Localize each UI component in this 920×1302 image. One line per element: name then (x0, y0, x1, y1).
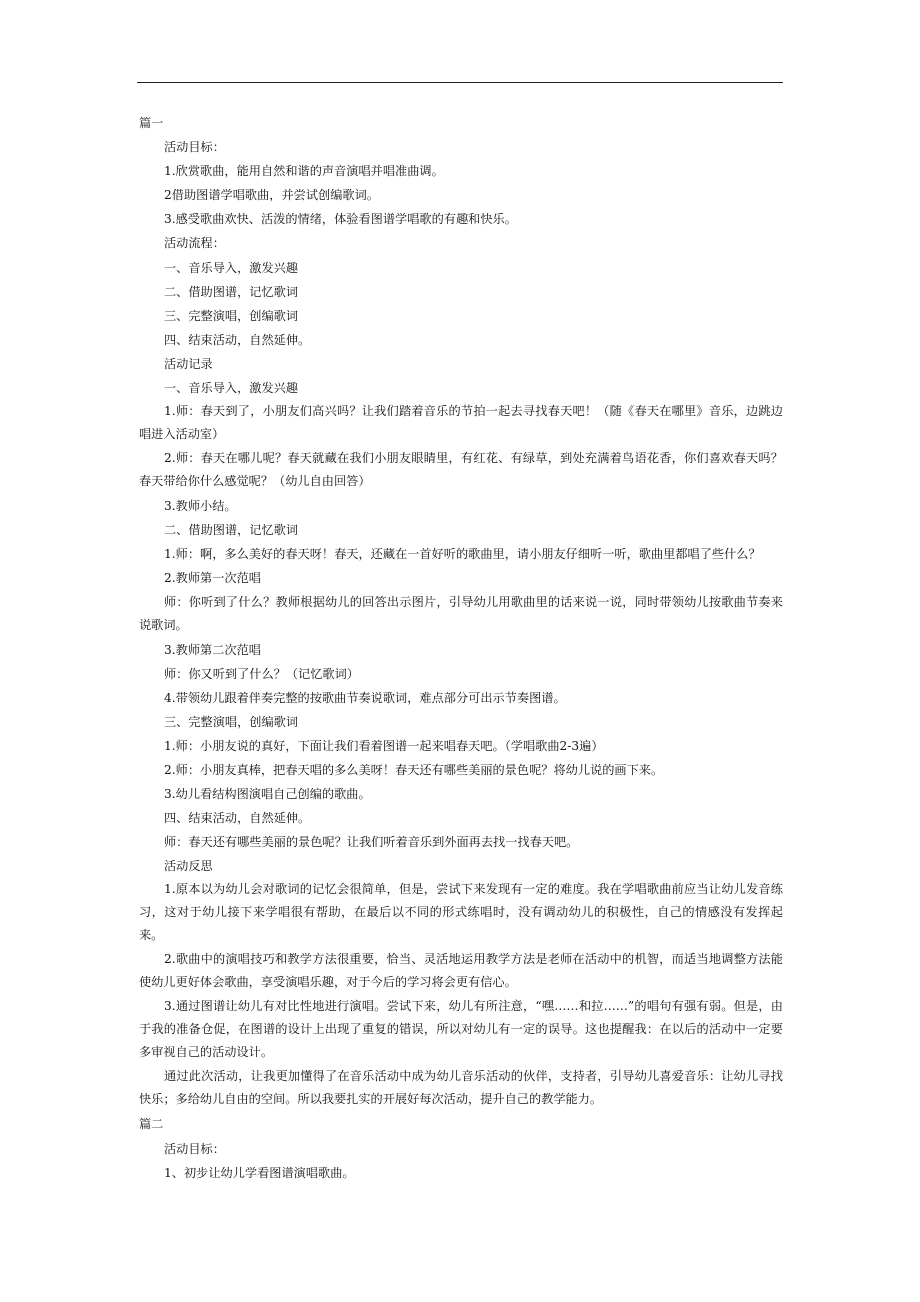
record-part-3-heading: 三、完整演唱，创编歌词 (164, 714, 299, 729)
goal-2: 2借助图谱学唱歌曲，并尝试创编歌词。 (164, 188, 379, 203)
record-part-1-item-3: 3.教师小结。 (164, 499, 237, 514)
process-step-1: 一、音乐导入，激发兴趣 (164, 260, 299, 275)
process-step-2: 二、借助图谱，记忆歌词 (164, 284, 299, 299)
section-heading-2: 篇二 (139, 1117, 164, 1132)
record-part-3-item-3: 3.幼儿看结构图演唱自己创编的歌曲。 (164, 787, 371, 802)
record-part-2-item-4: 4.带领幼儿跟着伴奏完整的按歌曲节奏说歌词，难点部分可出示节奏图谱。 (164, 690, 566, 705)
record-part-2-item-3-detail: 师：你又听到了什么？（记忆歌词） (164, 666, 359, 681)
process-step-3: 三、完整演唱，创编歌词 (164, 308, 299, 323)
reflection-heading: 活动反思 (164, 859, 213, 874)
process-step-4: 四、结束活动，自然延伸。 (164, 332, 311, 347)
record-part-3-item-1: 1.师：小朋友说的真好，下面让我们看着图谱一起来唱春天吧。（学唱歌曲2-3遍） (164, 738, 604, 753)
reflection-summary: 通过此次活动，让我更加懂得了在音乐活动中成为幼儿音乐活动的伙伴，支持者，引导幼儿喜爱音乐：让幼儿寻找快乐；多给幼儿自由的空间。所以我要扎实的开展好每次活动，提升自己的教学能力。 (139, 1069, 783, 1107)
record-part-2-item-3: 3.教师第二次范唱 (164, 642, 261, 657)
record-part-1-item-1: 1.师：春天到了，小朋友们高兴吗？让我们踏着音乐的节拍一起去寻找春天吧！（随《春天在哪里》音乐，边跳边唱进入活动室） (139, 404, 783, 442)
record-part-3-item-2: 2.师：小朋友真棒，把春天唱的多么美呀！春天还有哪些美丽的景色呢？将幼儿说的画下来。 (164, 762, 664, 777)
goal-2-1: 1、初步让幼儿学看图谱演唱歌曲。 (164, 1165, 355, 1180)
document-body (139, 111, 783, 1185)
record-part-2-heading: 二、借助图谱，记忆歌词 (164, 523, 299, 538)
goal-3: 3.感受歌曲欢快、活泼的情绪，体验看图谱学唱歌的有趣和快乐。 (164, 212, 517, 227)
record-heading: 活动记录 (164, 356, 213, 371)
header-rule (137, 82, 783, 83)
process-heading: 活动流程： (164, 236, 225, 251)
record-part-4-heading: 四、结束活动，自然延伸。 (164, 811, 311, 826)
goals-heading-2: 活动目标： (164, 1141, 225, 1156)
record-part-2-item-2: 2.教师第一次范唱 (164, 571, 261, 586)
record-part-1-item-2: 2.师：春天在哪儿呢？春天就藏在我们小朋友眼睛里，有红花、有绿草，到处充满着鸟语花香，你们喜欢春天吗？春天带给你什么感觉呢？（幼儿自由回答） (139, 451, 783, 489)
reflection-item-2: 2.歌曲中的演唱技巧和教学方法很重要，恰当、灵活地运用教学方法是老师在活动中的机智，而适当地调整方法能使幼儿更好体会歌曲，享受演唱乐趣，对于今后的学习将会更有信心。 (139, 952, 783, 990)
section-heading-1: 篇一 (139, 116, 164, 130)
reflection-item-3: 3.通过图谱让幼儿有对比性地进行演唱。尝试下来，幼儿有所注意，“嘿……和拉……”的唱句有强有弱。但是，由于我的准备仓促，在图谱的设计上出现了重复的错误，所以对幼儿有一定的误导。这也提醒我：在以后的活动中一定要多审视自己的活动设计。 (139, 999, 783, 1060)
goal-1: 1.欣赏歌曲，能用自然和谐的声音演唱并唱准曲调。 (164, 164, 444, 179)
record-part-4-item-1: 师：春天还有哪些美丽的景色呢？让我们听着音乐到外面再去找一找春天吧。 (164, 835, 579, 850)
goals-heading: 活动目标： (164, 140, 225, 155)
record-part-1-heading: 一、音乐导入，激发兴趣 (164, 381, 299, 396)
record-part-2-item-2-detail: 师：你听到了什么？教师根据幼儿的回答出示图片，引导幼儿用歌曲里的话来说一说，同时带领幼儿按歌曲节奏来说歌词。 (139, 594, 783, 632)
record-part-2-item-1: 1.师：啊，多么美好的春天呀！春天，还藏在一首好听的歌曲里，请小朋友仔细听一听，歌曲里都唱了些什么？ (164, 547, 761, 562)
reflection-item-1: 1.原本以为幼儿会对歌词的记忆会很简单，但是，尝试下来发现有一定的难度。我在学唱歌曲前应当让幼儿发音练习，这对于幼儿接下来学唱很有帮助，在最后以不同的形式练唱时，没有调动幼儿的积极性，自己的情感没有发挥起来。 (139, 882, 783, 943)
